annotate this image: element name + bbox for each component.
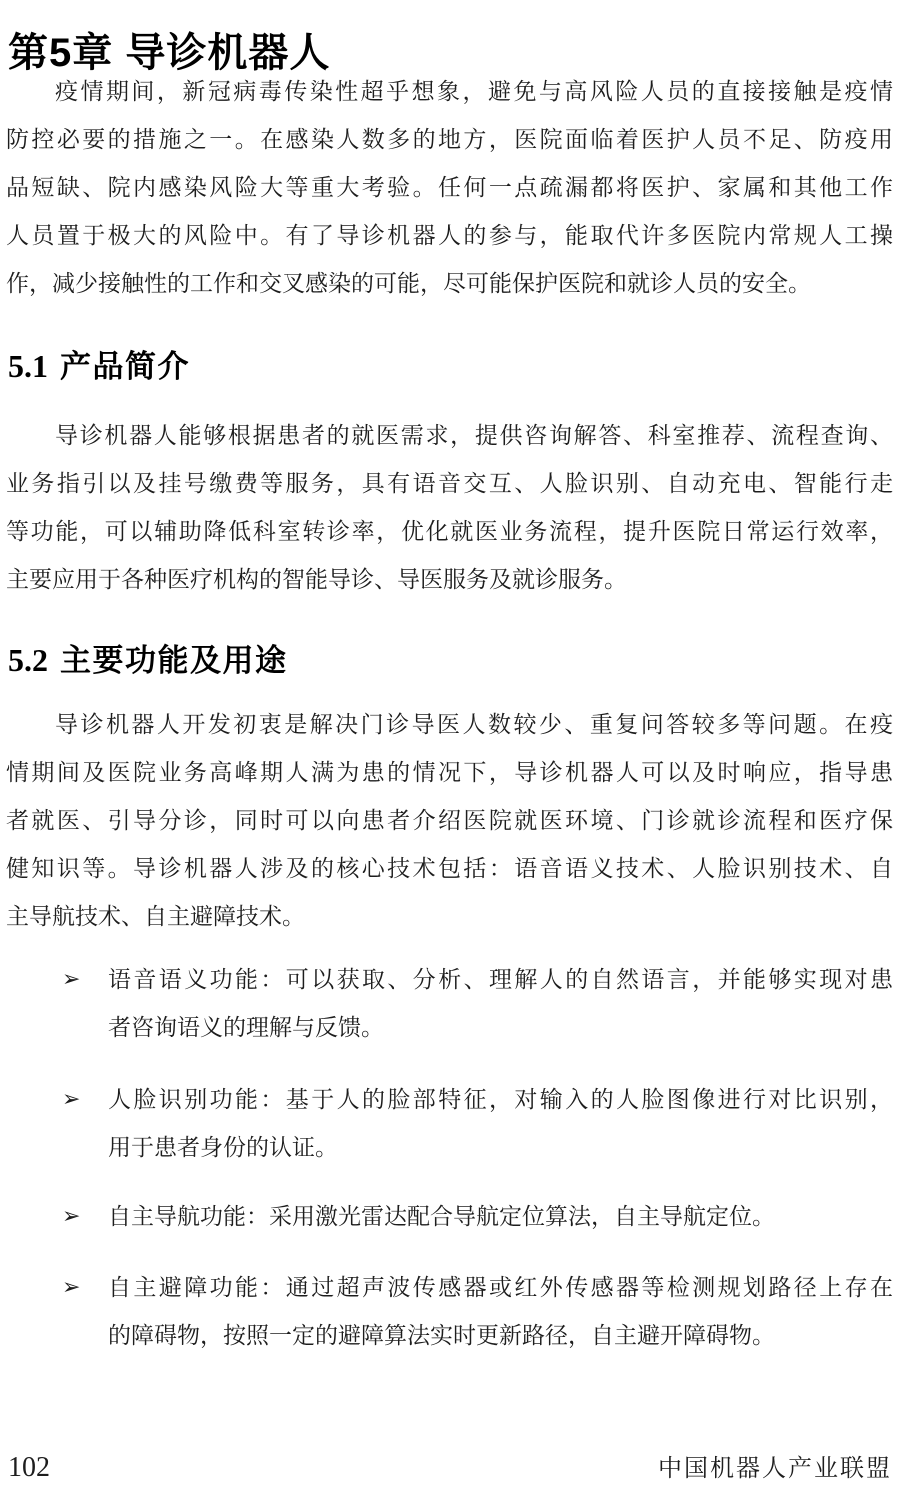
text-line: 导诊机器人开发初衷是解决门诊导医人数较少、重复问答较多等问题。在疫 bbox=[55, 712, 893, 737]
text-line: 疫情期间，新冠病毒传染性超乎想象，避免与高风险人员的直接接触是疫情 bbox=[55, 79, 893, 104]
list-item bbox=[6, 1076, 893, 1172]
list-item bbox=[6, 1193, 893, 1241]
text-line: 作，减少接触性的工作和交叉感染的可能，尽可能保护医院和就诊人员的安全。 bbox=[6, 271, 811, 296]
section-heading-text: 主要功能及用途 bbox=[60, 643, 288, 678]
text-line: 主导航技术、自主避障技术。 bbox=[6, 904, 305, 929]
text-line: 人脸识别功能：基于人的脸部特征，对输入的人脸图像进行对比识别， bbox=[108, 1087, 893, 1112]
text-line: 人员置于极大的风险中。有了导诊机器人的参与，能取代许多医院内常规人工操 bbox=[6, 223, 893, 248]
text-line: 品短缺、院内感染风险大等重大考验。任何一点疏漏都将医护、家属和其他工作 bbox=[6, 175, 893, 200]
text-line: 健知识等。导诊机器人涉及的核心技术包括：语音语义技术、人脸识别技术、自 bbox=[6, 856, 893, 881]
list-item bbox=[6, 1264, 893, 1360]
list-item-text bbox=[108, 1076, 893, 1172]
text-line: 防控必要的措施之一。在感染人数多的地方，医院面临着医护人员不足、防疫用 bbox=[6, 127, 893, 152]
text-line: 者就医、引导分诊，同时可以向患者介绍医院就医环境、门诊就诊流程和医疗保 bbox=[6, 808, 893, 833]
page-number: 102 bbox=[8, 1452, 50, 1483]
text-line: 者咨询语义的理解与反馈。 bbox=[108, 1015, 384, 1040]
page-footer bbox=[8, 1448, 892, 1484]
section-number: 5.2 bbox=[8, 642, 48, 678]
text-line: 等功能，可以辅助降低科室转诊率，优化就医业务流程，提升医院日常运行效率， bbox=[6, 519, 893, 544]
section-heading-text: 产品简介 bbox=[60, 349, 190, 384]
arrow-bullet-icon: ➢ bbox=[62, 967, 81, 992]
list-item-text bbox=[108, 1193, 893, 1241]
footer-organization: 中国机器人产业联盟 bbox=[658, 1456, 892, 1482]
section-5-2-paragraph bbox=[6, 701, 893, 941]
text-line: 的障碍物，按照一定的避障算法实时更新路径，自主避开障碍物。 bbox=[108, 1323, 775, 1348]
text-line: 自主导航功能：采用激光雷达配合导航定位算法，自主导航定位。 bbox=[108, 1204, 775, 1229]
section-heading-5-1 bbox=[8, 346, 190, 393]
text-line: 业务指引以及挂号缴费等服务，具有语音交互、人脸识别、自动充电、智能行走 bbox=[6, 471, 893, 496]
text-line: 主要应用于各种医疗机构的智能导诊、导医服务及就诊服务。 bbox=[6, 567, 627, 592]
section-number: 5.1 bbox=[8, 348, 48, 384]
text-line: 情期间及医院业务高峰期人满为患的情况下，导诊机器人可以及时响应，指导患 bbox=[6, 760, 893, 785]
text-line: 自主避障功能：通过超声波传感器或红外传感器等检测规划路径上存在 bbox=[108, 1275, 893, 1300]
arrow-bullet-icon: ➢ bbox=[62, 1275, 81, 1300]
section-5-1-paragraph bbox=[6, 412, 893, 604]
text-line: 导诊机器人能够根据患者的就医需求，提供咨询解答、科室推荐、流程查询、 bbox=[55, 423, 893, 448]
intro-paragraph bbox=[6, 68, 893, 308]
list-item bbox=[6, 956, 893, 1052]
chapter-title: 第5章 导诊机器人 bbox=[8, 30, 331, 75]
list-item-text bbox=[108, 1264, 893, 1360]
arrow-bullet-icon: ➢ bbox=[62, 1087, 81, 1112]
section-heading-5-2 bbox=[8, 640, 288, 687]
text-line: 用于患者身份的认证。 bbox=[108, 1135, 338, 1160]
text-line: 语音语义功能：可以获取、分析、理解人的自然语言，并能够实现对患 bbox=[108, 967, 893, 992]
arrow-bullet-icon: ➢ bbox=[62, 1204, 81, 1229]
list-item-text bbox=[108, 956, 893, 1052]
